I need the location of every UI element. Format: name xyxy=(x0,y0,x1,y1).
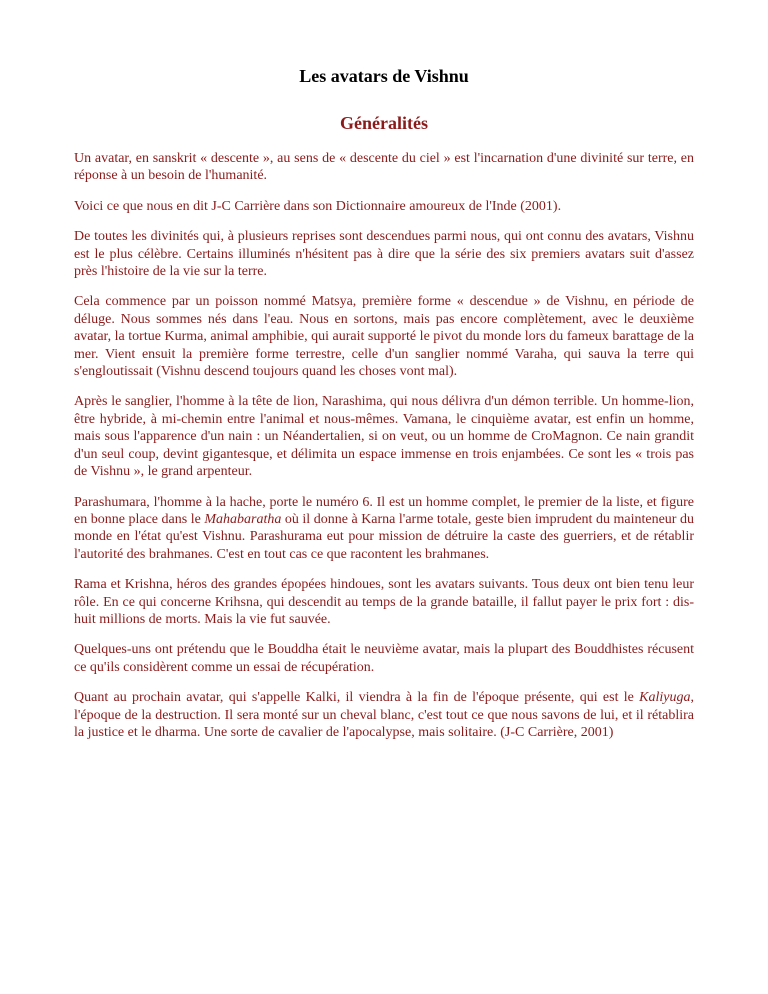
paragraph-kalki-text-b: , l'époque de la destruction. Il sera monté sur un cheval blanc, c'est tout ce que nous savons de lui, et il rétablira la justice et le dharma. Une sorte de cavalier de l'apocalypse, mais solitaire. (J-C Carrière, 2001) xyxy=(74,690,694,740)
paragraph-rama-krishna: Rama et Krishna, héros des grandes épopées hindoues, sont les avatars suivants. Tous deux ont bien tenu leur rôle. En ce qui concerne Krihsna, qui descendit au temps de la grande bataille, il fallut payer le prix fort : dis-huit millions de morts. Mais la vie fut sauvée. xyxy=(74,577,694,627)
paragraph-parashurama xyxy=(74,494,694,564)
paragraph-divinities: De toutes les divinités qui, à plusieurs reprises sont descendues parmi nous, qui ont connu des avatars, Vishnu est le plus célèbre. Certains illuminés n'hésitent pas à dire que la série des six premiers avatars suit d'assez près l'histoire de la vie sur la terre. xyxy=(74,229,694,280)
document-title: Les avatars de Vishnu xyxy=(299,66,469,86)
paragraph-parashurama-text-a: Parashumara, l'homme à la hache, porte le numéro 6. Il est un homme complet, le premier de la liste, et figure en bonne place dans le xyxy=(74,494,694,527)
kaliyuga-term: Kaliyuga xyxy=(639,690,691,706)
mahabaratha-title: Mahabaratha xyxy=(204,511,282,527)
paragraph-source: Voici ce que nous en dit J-C Carrière dans son Dictionnaire amoureux de l'Inde (2001). xyxy=(74,198,562,214)
paragraph-narashima-vamana: Après le sanglier, l'homme à la tête de lion, Narashima, qui nous délivra d'un démon terrible. Un homme-lion, être hybride, à mi-chemin entre l'animal et nous-mêmes. Vamana, le cinquième avatar, est enfin un homme, mais sous l'apparence d'un nain : un Néandertalien, si on veut, ou un homme de CroMagnon. Ce nain grandit d'un seul coup, devint gigantesque, et délimita un espace immense en trois enjambées. Ce sont les « trois pas de Vishnu », le grand arpenteur. xyxy=(74,394,694,480)
paragraph-kalki xyxy=(74,689,694,741)
paragraph-first-avatars: Cela commence par un poisson nommé Matsya, première forme « descendue » de Vishnu, en période de déluge. Nous sommes nés dans l'eau. Nous en sortons, mais pas encore complètement, avec le deuxième avatar, la tortue Kurma, animal amphibie, qui aurait supporté le pivot du monde lors du fameux barattage de la mer. Vient ensuit la première forme terrestre, celle d'un sanglier nommé Varaha, qui sauva la terre qui s'engloutissait (Vishnu descend toujours quand les choses vont mal). xyxy=(74,294,694,380)
paragraph-bouddha: Quelques-uns ont prétendu que le Bouddha était le neuvième avatar, mais la plupart des Bouddhistes récusent ce qu'ils considèrent comme un essai de récupération. xyxy=(74,642,694,675)
paragraph-kalki-text-a: Quant au prochain avatar, qui s'appelle Kalki, il viendra à la fin de l'époque présente, qui est le xyxy=(74,690,640,706)
document-subtitle: Généralités xyxy=(340,113,428,133)
paragraph-intro: Un avatar, en sanskrit « descente », au sens de « descente du ciel » est l'incarnation d'une divinité sur terre, en réponse à un besoin de l'humanité. xyxy=(74,151,694,184)
paragraph-parashurama-text-b: où il donne à Karna l'arme totale, geste bien imprudent du mainteneur du monde en l'état qu'est Vishnu. Parashurama eut pour mission de détruire la caste des guerriers, et de rétablir l'autorité des brahmanes. C'est en tout cas ce que racontent les brahmanes. xyxy=(74,511,694,562)
document-body xyxy=(74,150,694,754)
